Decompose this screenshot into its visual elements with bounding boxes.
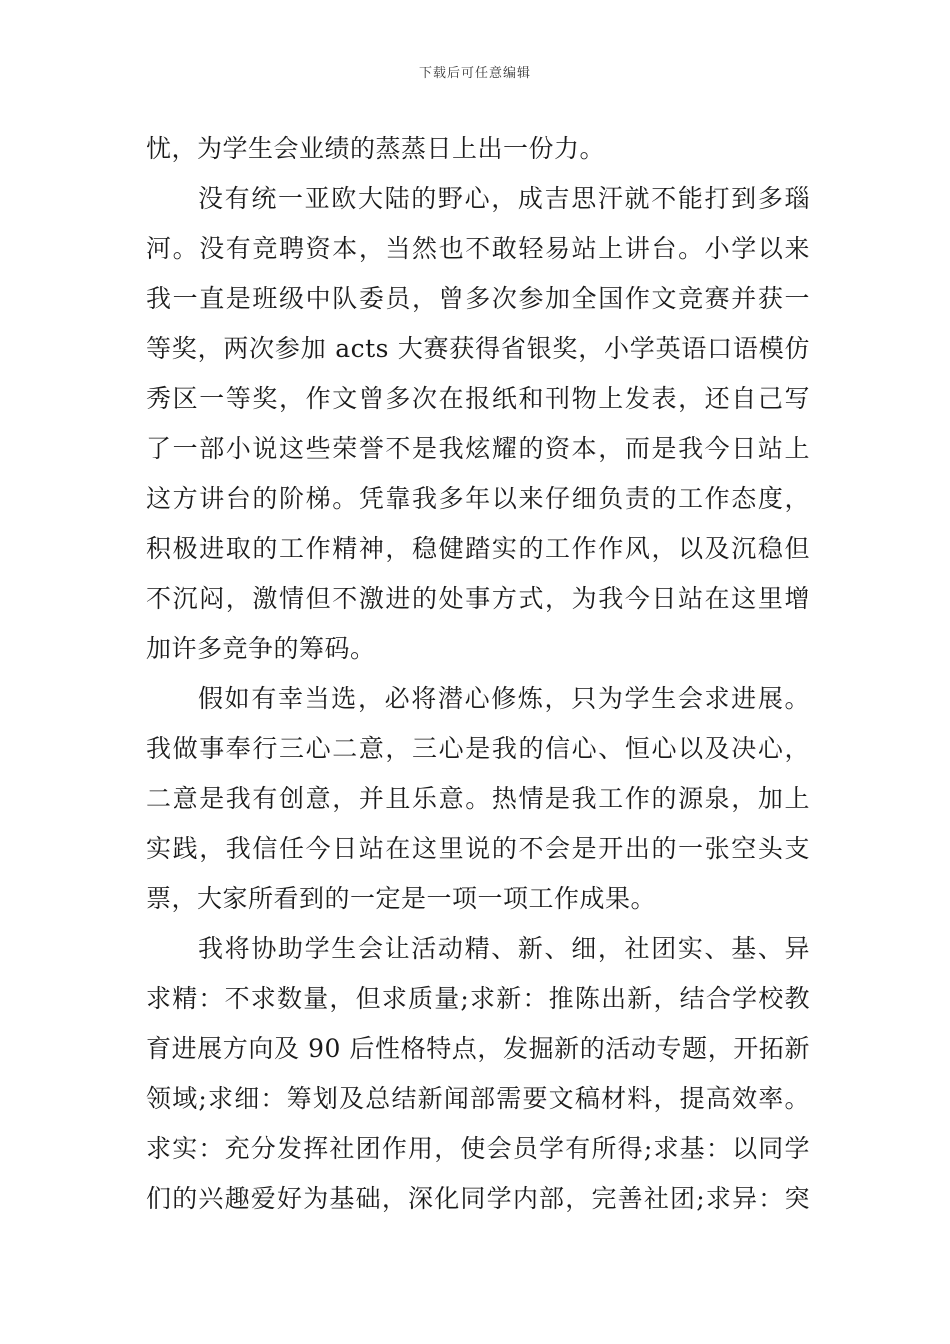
text-line: 育进展方向及 90 后性格特点，发掘新的活动专题，开拓新 — [146, 1034, 810, 1063]
text-line: 我做事奉行三心二意，三心是我的信心、恒心以及决心， — [146, 734, 810, 763]
text-line: 领域;求细：筹划及总结新闻部需要文稿材料，提高效率。 — [146, 1084, 810, 1113]
text-line: 不沉闷，激情但不激进的处事方式，为我今日站在这里增 — [146, 584, 810, 613]
page-header: 下载后可任意编辑 — [418, 66, 531, 81]
text-line: 没有统一亚欧大陆的野心，成吉思汗就不能打到多瑙 — [198, 184, 810, 213]
text-line: 们的兴趣爱好为基础，深化同学内部，完善社团;求异：突 — [146, 1184, 810, 1213]
text-line: 忧，为学生会业绩的蒸蒸日上出一份力。 — [146, 134, 606, 163]
text-line: 等奖，两次参加 acts 大赛获得省银奖，小学英语口语模仿 — [146, 334, 810, 363]
text-line: 假如有幸当选，必将潜心修炼，只为学生会求进展。 — [198, 684, 810, 713]
text-line: 求实：充分发挥社团作用，使会员学有所得;求基：以同学 — [146, 1134, 810, 1163]
document-body — [146, 124, 810, 1224]
text-line: 加许多竞争的筹码。 — [146, 634, 376, 663]
text-line: 我一直是班级中队委员，曾多次参加全国作文竞赛并获一 — [146, 284, 810, 313]
text-line: 实践，我信任今日站在这里说的不会是开出的一张空头支 — [146, 834, 810, 863]
text-line: 我将协助学生会让活动精、新、细，社团实、基、异 — [198, 934, 810, 963]
text-line: 二意是我有创意，并且乐意。热情是我工作的源泉，加上 — [146, 784, 810, 813]
text-line: 这方讲台的阶梯。凭靠我多年以来仔细负责的工作态度， — [146, 484, 810, 513]
text-line: 求精：不求数量，但求质量;求新：推陈出新，结合学校教 — [146, 984, 810, 1013]
text-line: 票，大家所看到的一定是一项一项工作成果。 — [146, 884, 657, 913]
text-line: 秀区一等奖，作文曾多次在报纸和刊物上发表，还自己写 — [146, 384, 810, 413]
text-line: 积极进取的工作精神，稳健踏实的工作作风，以及沉稳但 — [146, 534, 810, 563]
text-line: 河。没有竞聘资本，当然也不敢轻易站上讲台。小学以来 — [146, 234, 810, 263]
text-line: 了一部小说这些荣誉不是我炫耀的资本，而是我今日站上 — [146, 434, 810, 463]
